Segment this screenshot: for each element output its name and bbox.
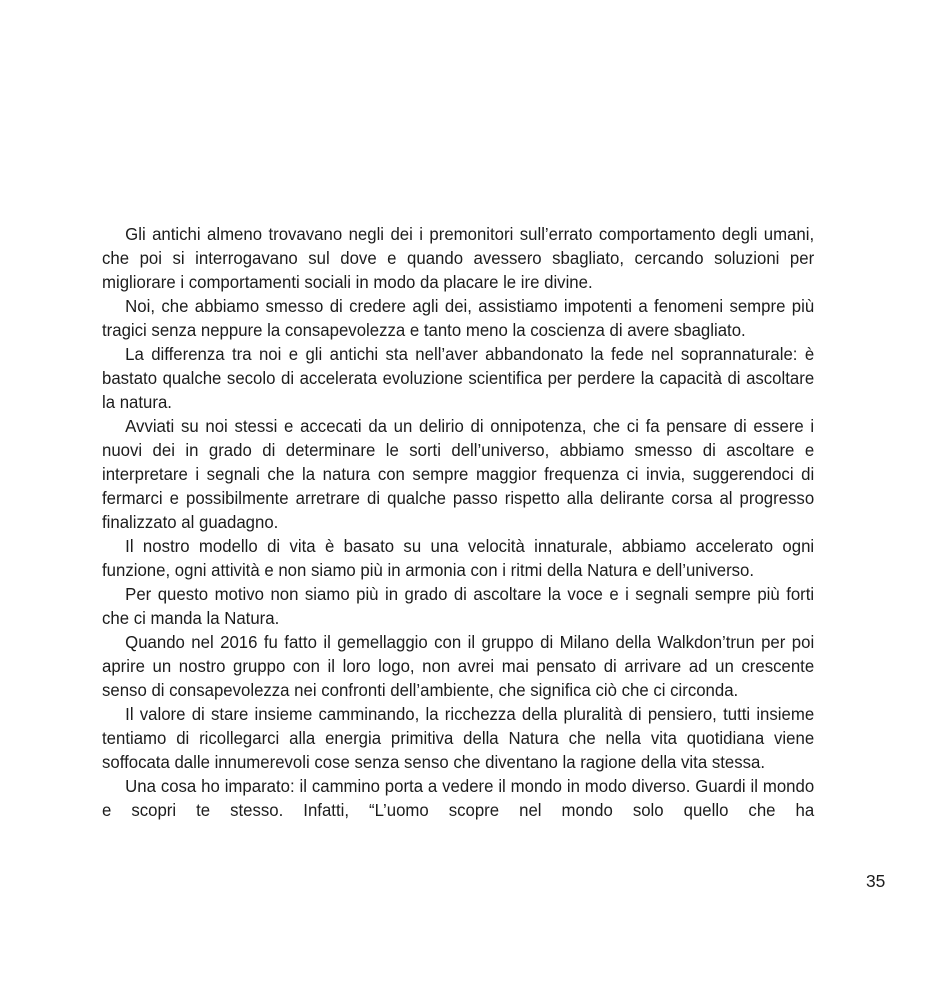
paragraph: Gli antichi almeno trovavano negli dei i premonitori sull’errato comportamento degli umani, che poi si interrogavano sul dove e quando avessero sbagliato, cercando soluzioni per migliorare i comportamenti sociali in modo da placare le ire divine. [102, 224, 815, 292]
paragraph: Per questo motivo non siamo più in grado di ascoltare la voce e i segnali sempre più forti che ci manda la Natura. [102, 584, 815, 628]
paragraph: Avviati su noi stessi e accecati da un delirio di onnipotenza, che ci fa pensare di essere i nuovi dei in grado di determinare le sorti dell’universo, abbiamo smesso di ascoltare e interpretare i segnali che la natura con sempre maggior frequenza ci invia, suggerendoci di fermarci e possibilmente arretrare di qualche passo rispetto alla delirante corsa al progresso finalizzato al guadagno. [102, 416, 815, 532]
paragraph: Quando nel 2016 fu fatto il gemellaggio con il gruppo di Milano della Walkdon’trun per poi aprire un nostro gruppo con il loro logo, non avrei mai pensato di arrivare ad un crescente senso di consapevolezza nei confronti dell’ambiente, che significa ciò che ci circonda. [102, 632, 815, 700]
paragraph: Il nostro modello di vita è basato su una velocità innaturale, abbiamo accelerato ogni funzione, ogni attività e non siamo più in armonia con i ritmi della Natura e dell’universo. [102, 536, 815, 580]
page-number: 35 [866, 871, 886, 891]
paragraph: Una cosa ho imparato: il cammino porta a vedere il mondo in modo diverso. Guardi il mondo e scopri te stesso. Infatti, “L’uomo scopre nel mondo solo quello che ha [102, 776, 815, 820]
paragraph: Noi, che abbiamo smesso di credere agli dei, assistiamo impotenti a fenomeni sempre più tragici senza neppure la consapevolezza e tanto meno la coscienza di avere sbagliato. [102, 296, 815, 340]
paragraph: Il valore di stare insieme camminando, la ricchezza della pluralità di pensiero, tutti insieme tentiamo di ricollegarci alla energia primitiva della Natura che nella vita quotidiana viene soffocata dalle innumerevoli cose senza senso che diventano la ragione della vita stessa. [102, 704, 815, 772]
body-text-column [102, 222, 840, 846]
paragraph: La differenza tra noi e gli antichi sta nell’aver abbandonato la fede nel soprannaturale: è bastato qualche secolo di accelerata evoluzione scientifica per perdere la capacità di ascoltare la natura. [102, 344, 815, 412]
